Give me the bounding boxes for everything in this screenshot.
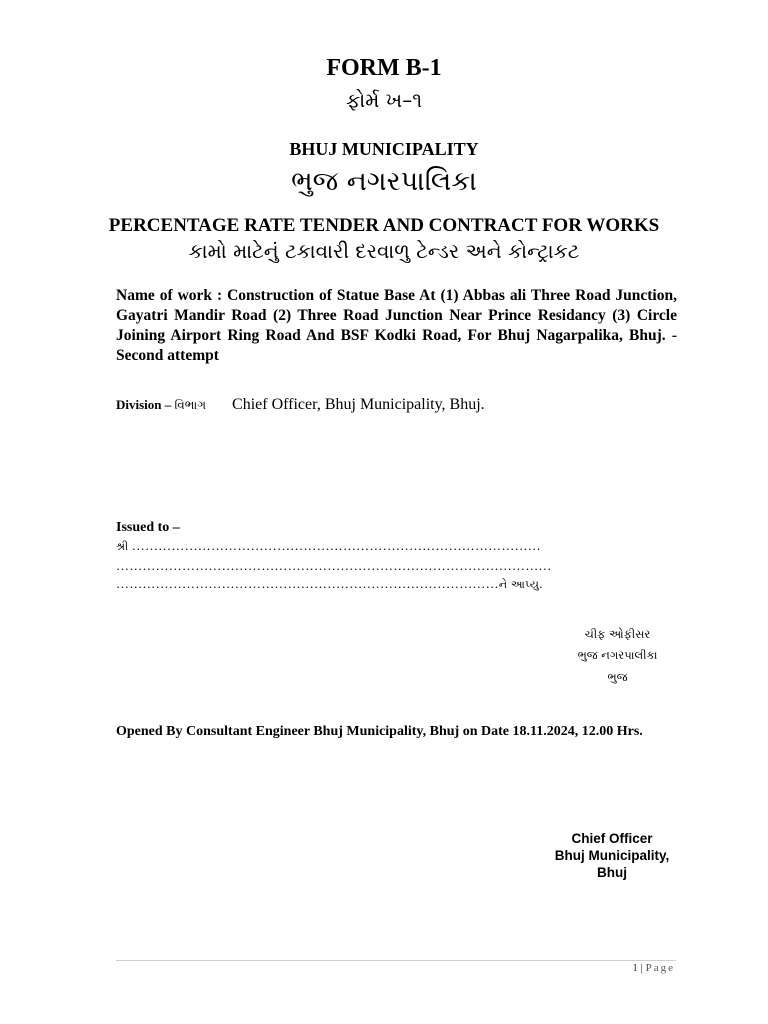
issued-to-line-2 (116, 558, 552, 574)
dotted-fill-3: …………………………………………………………………………… (116, 576, 499, 591)
tender-title: PERCENTAGE RATE TENDER AND CONTRACT FOR WORKS (108, 215, 660, 236)
division-label: Division – (116, 397, 175, 412)
organization-name: BHUJ MUNICIPALITY (289, 139, 479, 159)
division-label-gujarati: વિભાગ (174, 398, 207, 412)
footer-divider (116, 960, 676, 961)
given-to-suffix: ને આપ્યુ. (498, 578, 543, 591)
page-footer (560, 962, 675, 974)
footer-separator: | (637, 962, 646, 974)
signature-city: Bhuj (597, 865, 627, 880)
page-number: 1 (632, 962, 638, 974)
signature-gujarati-city: ભુજ (607, 670, 628, 684)
tender-title-gujarati: કામો માટેનું ટકાવારી દરવાળુ ટેન્ડર અને કોન્ટ્રાકટ (188, 239, 580, 263)
issued-to-line-1 (116, 538, 541, 554)
page-label: Page (645, 962, 675, 974)
division-row (116, 396, 485, 414)
organization-name-gujarati: ભુજ નગરપાલિકા (291, 166, 477, 197)
issued-to-label: Issued to – (116, 520, 180, 535)
name-of-work: Name of work : Construction of Statue Base At (1) Abbas ali Three Road Junction, Gayatri Mandir Road (2) Three Road Junction Near Prince Residancy (3) Circle Joining Airport Ring Road And BSF Kodki Road, For Bhuj Nagarpalika, Bhuj. - Second attempt (116, 287, 677, 364)
signature-org: Bhuj Municipality, (554, 848, 670, 863)
dotted-fill-2: ……………………………………………………………………………………… (116, 558, 552, 573)
signature-gujarati-org: ભુજ નગરપાલીકા (577, 648, 658, 662)
form-title: FORM B-1 (326, 55, 442, 81)
dotted-fill-1: ………………………………………………………………………………… (131, 538, 541, 553)
signature-gujarati-title: ચીફ ઓફીસર (584, 627, 651, 641)
issued-to-line-3 (116, 576, 543, 592)
opened-by-statement: Opened By Consultant Engineer Bhuj Municipality, Bhuj on Date 18.11.2024, 12.00 Hrs. (116, 724, 643, 739)
division-value: Chief Officer, Bhuj Municipality, Bhuj. (232, 396, 485, 413)
form-title-gujarati: ફોર્મ ખ–૧ (346, 88, 422, 112)
signature-title: Chief Officer (571, 831, 653, 846)
shri-prefix: શ્રી (116, 540, 129, 553)
